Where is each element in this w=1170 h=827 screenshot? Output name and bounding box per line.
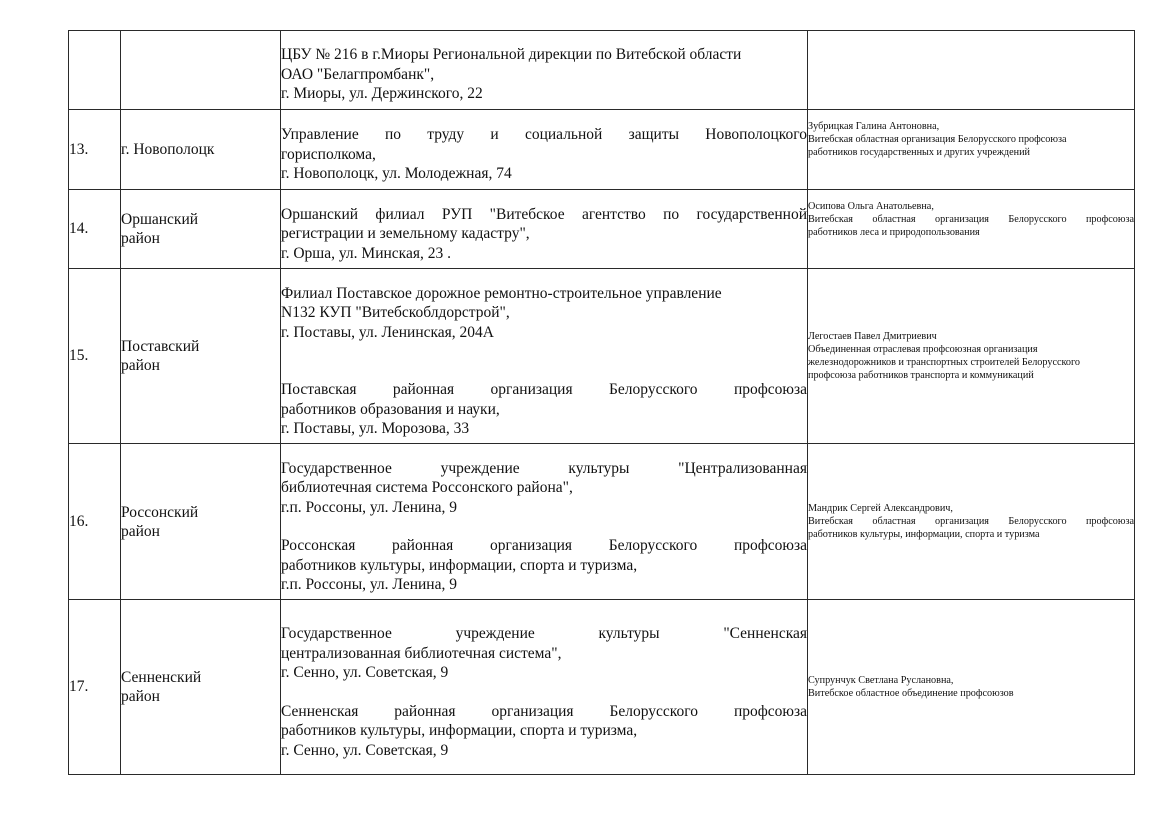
place-cell <box>281 110 808 190</box>
district-cell <box>121 444 281 600</box>
place-block <box>281 614 807 683</box>
person-cell <box>808 110 1135 190</box>
place-line: Филиал Поставское дорожное ремонтно-строительное управление <box>281 284 722 302</box>
table-row <box>69 444 1135 600</box>
person-name: Мандрик Сергей Александрович, <box>808 503 953 514</box>
place-line: г.п. Россоны, ул. Ленина, 9 <box>281 576 457 593</box>
place-line: горисполкома, <box>281 145 376 163</box>
district-cell <box>121 269 281 444</box>
place-line: Сенненская районная организация Белорусского профсоюза <box>281 702 807 720</box>
district-cell <box>121 190 281 269</box>
place-line: Управление по труду и социальной защиты Новополоцкого <box>281 126 807 144</box>
place-line: ОАО "Белагпромбанк", <box>281 65 435 83</box>
person-org: Витебская областная организация Белорусского профсоюза <box>808 516 1134 527</box>
place-cell <box>281 31 808 110</box>
person-name: Осипова Ольга Анатольевна, <box>808 201 934 212</box>
row-number: 16. <box>69 444 121 600</box>
place-line: г. Орша, ул. Минская, 23 . <box>281 244 451 262</box>
person-org: работников леса и природопользования <box>808 227 980 238</box>
table-row <box>69 269 1135 444</box>
person-cell <box>808 444 1135 600</box>
person-name: Легостаев Павел Дмитриевич <box>808 331 937 342</box>
district-cell <box>121 31 281 110</box>
row-number <box>69 31 121 110</box>
place-line: Поставская районная организация Белорусского профсоюза <box>281 381 807 398</box>
person-org: работников государственных и других учреждений <box>808 147 1030 158</box>
district-name: г. Новополоцк <box>121 141 215 158</box>
place-line: работников образования и науки, <box>281 400 500 418</box>
reception-points-table <box>68 30 1135 775</box>
place-line: г. Сенно, ул. Советская, 9 <box>281 741 449 759</box>
district-cell <box>121 600 281 775</box>
district-name: Оршанский <box>121 211 199 228</box>
table-row <box>69 110 1135 190</box>
person-org: профсоюза работников транспорта и коммуникаций <box>808 370 1034 381</box>
place-line: г.п. Россоны, ул. Ленина, 9 <box>281 498 457 516</box>
person-cell <box>808 600 1135 775</box>
place-line: г. Поставы, ул. Ленинская, 204А <box>281 323 494 341</box>
place-line: работников культуры, информации, спорта и туризма, <box>281 556 638 574</box>
place-line: Оршанский филиал РУП "Витебское агентство по государственной <box>281 205 807 223</box>
table-row <box>69 600 1135 775</box>
place-block <box>281 274 807 343</box>
place-line: регистрации и земельному кадастру", <box>281 225 530 243</box>
person-org: Витебская областная организация Белорусского профсоюза <box>808 134 1067 145</box>
person-org: Объединенная отраслевая профсоюзная организация <box>808 344 1038 355</box>
place-block <box>281 517 807 595</box>
person-cell <box>808 31 1135 110</box>
person-cell <box>808 190 1135 269</box>
place-line: г. Новополоцк, ул. Молодежная, 74 <box>281 165 512 183</box>
place-line: Россонская районная организация Белорусского профсоюза <box>281 537 807 554</box>
place-block <box>281 449 807 518</box>
place-line: ЦБУ № 216 в г.Миоры Региональной дирекции по Витебской области <box>281 46 742 64</box>
place-line: работников культуры, информации, спорта и туризма, <box>281 722 638 739</box>
place-line: библиотечная система Россонского района", <box>281 479 573 496</box>
place-cell <box>281 269 808 444</box>
person-name: Супрунчук Светлана Руслановна, <box>808 675 954 686</box>
district-suffix: район <box>121 522 160 540</box>
row-number: 17. <box>69 600 121 775</box>
row-number: 14. <box>69 190 121 269</box>
district-suffix: район <box>121 688 160 705</box>
place-line: г. Миоры, ул. Держинского, 22 <box>281 85 483 103</box>
district-name: Сенненский <box>121 669 202 686</box>
place-cell <box>281 444 808 600</box>
district-suffix: район <box>121 357 160 374</box>
row-number: 13. <box>69 110 121 190</box>
district-name: Поставский <box>121 338 200 355</box>
table-row <box>69 31 1135 110</box>
district-suffix: район <box>121 230 160 247</box>
person-org: Витебское областное объединение профсоюзов <box>808 688 1014 699</box>
place-block <box>281 195 807 264</box>
table-row <box>69 190 1135 269</box>
place-line: N132 КУП "Витебскоблдорстрой", <box>281 304 510 321</box>
place-line: г. Сенно, ул. Советская, 9 <box>281 664 449 681</box>
place-block <box>281 115 807 184</box>
place-line: Государственное учреждение культуры "Централизованная <box>281 459 807 477</box>
place-block <box>281 683 807 761</box>
person-name: Зубрицкая Галина Антоновна, <box>808 121 940 132</box>
person-cell <box>808 269 1135 444</box>
place-line: г. Поставы, ул. Морозова, 33 <box>281 420 470 437</box>
place-block <box>281 342 807 439</box>
row-number: 15. <box>69 269 121 444</box>
place-cell <box>281 600 808 775</box>
person-org: работников культуры, информации, спорта и туризма <box>808 529 1040 540</box>
district-name: Россонский <box>121 503 199 521</box>
place-block <box>281 36 807 104</box>
place-cell <box>281 190 808 269</box>
place-line: централизованная библиотечная система", <box>281 644 562 662</box>
district-cell <box>121 110 281 190</box>
person-org: железнодорожников и транспортных строителей Белорусского <box>808 357 1081 368</box>
person-org: Витебская областная организация Белорусского профсоюза <box>808 214 1134 225</box>
place-line: Государственное учреждение культуры "Сенненская <box>281 625 807 642</box>
